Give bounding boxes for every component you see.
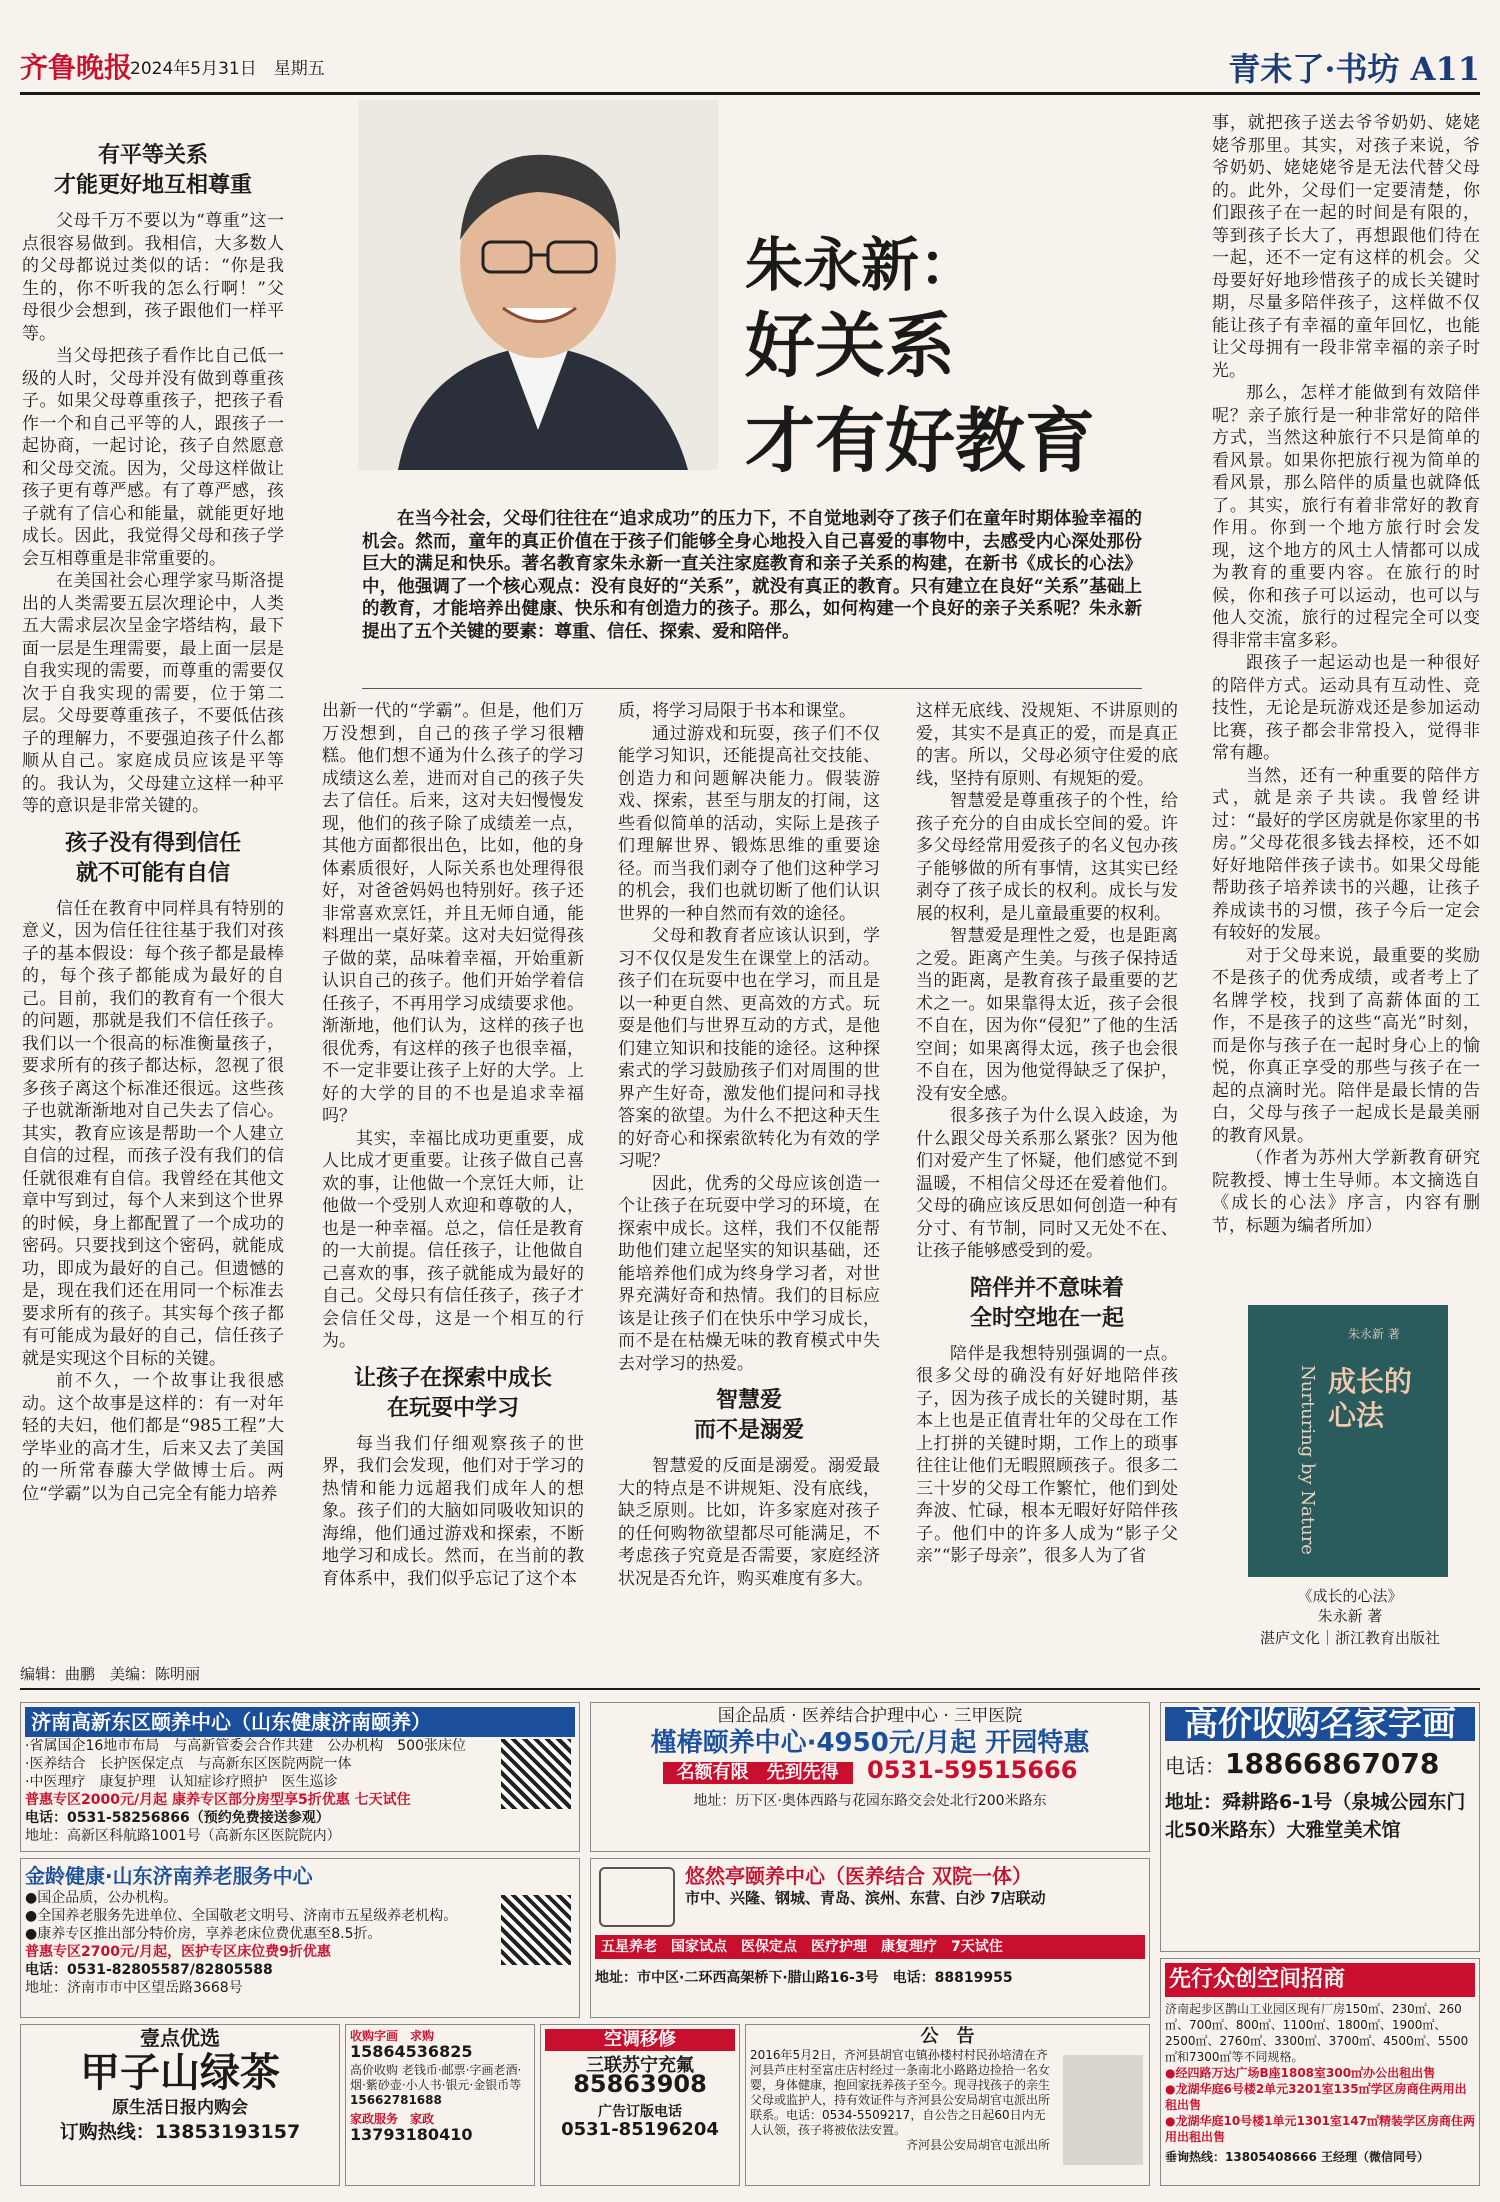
article-column-3 [618, 700, 880, 1650]
paragraph: 父母和教育者应该认识到，学习不仅仅是发生在课堂上的活动。孩子们在玩耍中也在学习，而且是以一种更自然、更高效的方式。玩耍是他们与世界互动的方式，是他们建立知识和技能的途径。这种探索式的学习鼓励孩子们对周围的世界产生好奇，激发他们提问和寻找答案的欲望。为什么不把这种天生的好奇心和探索欲转化为有效的学习呢？ [618, 926, 880, 1171]
ad-logo-icon [599, 1867, 675, 1927]
ad-title: 先行众创空间招商 [1165, 1963, 1475, 1997]
subhead-companionship: 陪伴并不意味着 全时空地在一起 [969, 1274, 1124, 1331]
ad-address: 地址：高新区科航路1001号（高新东区医院院内） [25, 1828, 341, 1844]
book-cover-title: 成长的心法 [1328, 1365, 1413, 1432]
qr-code-icon [501, 1739, 571, 1809]
ad-line: ●经四路万达广场B座1808室300㎡办公出租出售 [1165, 2066, 1436, 2080]
ad-title: 悠然亭颐养中心（医养结合 双院一体） [685, 1864, 1032, 1888]
article-title-line3: 才有好教育 [745, 400, 1095, 482]
ad-phone: 电话：0531-58256866（预约免费接送参观） [25, 1810, 330, 1826]
ad-line: 高价收购 老钱币·邮票·字画老酒·烟·紫砂壶·小人书·银元·金银币等 [350, 2063, 522, 2092]
book-caption-author: 朱永新 著 [1317, 1607, 1383, 1625]
ad-line: 家政服务 家政 [350, 2112, 435, 2126]
paragraph: 当然，还有一种重要的陪伴方式，就是亲子共读。我曾经讲过：“最好的学区房就是你家里的书房。”父母花很多钱去择校，还不如好好地陪伴孩子读书。如果父母能帮助孩子培养读书的兴趣，让孩子养成读书的习惯，孩子今后一定会有较好的发展。 [1212, 765, 1480, 943]
paragraph: 在美国社会心理学家马斯洛提出的人类需要五层次理论中，人类五大需求层次呈金字塔结构，最下面一层是生理需要，最上面一层是自我实现的需要，而尊重的需要仅次于自我实现的需要，位于第二层。父母要尊重孩子，不要低估孩子的理解力，不要强迫孩子什么都顺从自己。家庭成员应该是平等的。我认为，父母建立这样一种平等的意识是非常关键的。 [22, 571, 284, 816]
author-note: （作者为苏州大学新教育研究院教授、博士生导师。本文摘选自《成长的心法》序言，内容有删节，标题为编者所加） [1212, 1148, 1480, 1236]
book-caption-title: 《成长的心法》 [1297, 1587, 1403, 1605]
ad-classifieds[interactable] [345, 2024, 535, 2186]
paragraph: 出新一代的“学霸”。但是，他们万万没想到，自己的孩子学习很糟糕。他们想不通为什么孩子的学习成绩这么差，进而对自己的孩子失去了信任。后来，这对夫妇慢慢发现，他们的孩子除了成绩差一点，其他方面都很出色，比如，他的身体素质很好，人际关系也处理得很好，对爸爸妈妈也特别好。孩子还非常喜欢烹饪，并且无师自通，能料理出一桌好菜。这对夫妇觉得孩子做的菜，品味着幸福，开始重新认识自己的孩子。他们开始学着信任孩子，不再用学习成绩要求他。渐渐地，他们认为，这样的孩子也很优秀，有这样的孩子也很幸福，不一定非要让孩子上好的大学。上好的大学的目的不也是追求幸福吗？ [322, 701, 584, 1126]
ad-cities: 市中、兴隆、钢城、青岛、滨州、东营、白沙 7店联动 [685, 1889, 1046, 1907]
ad-address: 地址：历下区·奥体西路与花园东路交会处北行200米路东 [693, 1793, 1047, 1809]
article-column-1 [22, 130, 284, 1650]
page-header [20, 40, 1480, 95]
ad-slogan: 名额有限 先到先得 [663, 1762, 853, 1784]
ad-title: 甲子山绿茶 [80, 2050, 280, 2096]
ad-top-line: 国企品质 · 医养结合护理中心 · 三甲医院 [717, 1706, 1023, 1726]
ad-title: 济南高新东区颐养中心（山东健康济南颐养） [25, 1707, 575, 1737]
ad-xianxing-space[interactable] [1160, 1958, 1480, 2186]
ad-line: 收购字画 求购 [350, 2029, 435, 2043]
paragraph: 很多孩子为什么误入歧途，为什么跟父母关系那么紧张？因为他们对爱产生了怀疑，他们感觉不到温暖，不相信父母还在爱着他们。父母的确应该反思如何创造一种有分寸、有节制，同时又无处不在、让孩子能够感受到的爱。 [916, 1106, 1178, 1261]
ad-jiazishan-tea[interactable] [20, 2024, 340, 2186]
divider [362, 688, 1142, 689]
ad-title: 槿椿颐养中心·4950元/月起 开园特惠 [650, 1728, 1090, 1758]
ad-sub: 原生活日报内购会 [112, 2098, 248, 2118]
book-cover-author: 朱永新 著 [1348, 1327, 1400, 1341]
ad-phone: 0531-85196204 [561, 2119, 719, 2140]
author-portrait-icon [358, 100, 718, 470]
ad-subtitle: 广告订版电话 [598, 2104, 682, 2120]
article-lead: 在当今社会，父母们往往在“追求成功”的压力下，不自觉地剥夺了孩子们在童年时期体验幸福的机会。然而，童年的真正价值在于孩子们能够全身心地投入自己喜爱的事物中，去感受内心深处那份巨大的满足和快乐。著名教育家朱永新一直关注家庭教育和亲子关系的构建，在新书《成长的心法》中，他强调了一个核心观点：没有良好的“关系”，就没有真正的教育。只有建立在良好“关系”基础上的教育，才能培养出健康、快乐和有创造力的孩子。那么，如何构建一个良好的亲子关系呢？朱永新提出了五个关键的要素：尊重、信任、探索、爱和陪伴。 [362, 509, 1142, 642]
paragraph: 质，将学习局限于书本和课堂。 [618, 701, 856, 721]
paragraph: 每当我们仔细观察孩子的世界，我们会发现，他们对于学习的热情和能力远超我们成年人的想象。孩子们的大脑如同吸收知识的海绵，他们通过游戏和探索，不断地学习和成长。然而，在当前的教育体系中，我们似乎忘记了这个本 [322, 1433, 584, 1589]
paragraph: 信任在教育中同样具有特别的意义，因为信任往往基于我们对孩子的基本假设：每个孩子都是最棒的，每个孩子都能成为最好的自己。目前，我们的教育有一个很大的问题，那就是我们不信任孩子。我们以一个很高的标准衡量孩子，要求所有的孩子都达标，忽视了很多孩子离这个标准还很远。这些孩子也就渐渐地对自己失去了信心。其实，教育应该是帮助一个人建立自信的过程，而孩子没有我们的信任就很难有自信。我曾经在其他文章中写到过，每个人来到这个世界的时候，身上都配置了一个成功的密码。只要找到这个密码，就能成功，即成为最好的自己。但遗憾的是，现在我们还在用同一个标准去要求所有的孩子。其实每个孩子都有可能成为最好的自己，信任孩子就是实现这个目标的关键。 [22, 898, 284, 1369]
paragraph: 跟孩子一起运动也是一种很好的陪伴方式。运动具有互动性、竞技性，无论是玩游戏还是参加运动比赛，孩子都会非常投入，觉得非常有趣。 [1212, 653, 1480, 763]
paragraph: 智慧爱的反面是溺爱。溺爱最大的特点是不讲规矩、没有底线，缺乏原则。比如，许多家庭对孩子的任何购物欲望都尽可能满足，不考虑孩子究竟是否需要，家庭经济状况是否允许，购买难度有多大。 [618, 1456, 880, 1589]
paragraph: 智慧爱是理性之爱，也是距离之爱。距离产生美。与孩子保持适当的距离，是教育孩子最重要的艺术之一。如果靠得太近，孩子会很不自在，因为你“侵犯”了他的生活空间；如果离得太远，孩子也会很不自在，因为他觉得缺乏了保护，没有安全感。 [916, 926, 1178, 1104]
paragraph: 因此，优秀的父母应该创造一个让孩子在玩耍中学习的环境，在探索中成长。这样，我们不仅能帮助他们建立起坚实的知识基础，还能培养他们成为终身学习者，对世界充满好奇和热情。我们的目标应该是让孩子们在快乐中学习成长，而不是在枯燥无味的教育模式中失去对学习的热爱。 [618, 1173, 880, 1374]
paragraph: 事，就把孩子送去爷爷奶奶、姥姥姥爷那里。其实，对孩子来说，爷爷奶奶、姥姥姥爷是无法代替父母的。此外，父母们一定要清楚，你们跟孩子在一起的时间是有限的，等到孩子长大了，再想跟他们待在一起，还不一定有这样的机会。父母要好好地珍惜孩子的成长关键时期，尽量多陪伴孩子，这样做不仅能让孩子有幸福的童年回忆，也能让父母拥有一段非常幸福的亲子时光。 [1212, 113, 1480, 381]
ad-phone: 0531-59515666 [867, 1756, 1078, 1784]
ad-address: 地址：舜耕路6-1号（泉城公园东门北50米路东）大雅堂美术馆 [1165, 1791, 1466, 1841]
ad-line: 普惠专区2700元/月起，医护专区床位费9折优惠 [25, 1944, 331, 1960]
ad-title: 高价收购名家字画 [1165, 1707, 1475, 1741]
ad-title: 空调移修 [545, 2029, 735, 2051]
ad-phone-label: 电话： [1165, 1754, 1225, 1778]
editor-credit: 编辑：曲鹏 美编：陈明丽 [20, 1665, 201, 1683]
paragraph: 那么，怎样才能做到有效陪伴呢？亲子旅行是一种非常好的陪伴方式，当然这种旅行不只是简单的看风景。如果你把旅行视为简单的看风景，那么陪伴的质量也就降低了。其实，旅行有着非常好的教育作用。你到一个地方旅行时会发现，这个地方的风土人情都可以成为教育的重要内容。在旅行的时候，你和孩子可以运动，也可以与他人交流，旅行的过程完全可以变得非常丰富多彩。 [1212, 383, 1480, 651]
ad-title: 公 告 [920, 2026, 975, 2047]
advertisement-area [20, 1688, 1480, 2188]
article-column-2 [322, 700, 584, 1650]
article-title-name: 朱永新： [745, 231, 978, 299]
paragraph: 当父母把孩子看作比自己低一级的人时，父母并没有做到尊重孩子。如果父母尊重孩子，把孩子看作一个和自己平等的人，跟孩子一起协商，一起讨论，孩子自然愿意和父母交流。因为，父母这样做让孩子更有尊严感。有了尊严感，孩子就有了信心和能量，就能更好地成长。因此，我觉得父母和孩子学会互相尊重是非常重要的。 [22, 346, 284, 569]
paragraph: 智慧爱是尊重孩子的个性，给孩子充分的自由成长空间的爱。许多父母经常用爱孩子的名义包办孩子能够做的所有事情，这其实已经剥夺了孩子成长的权利。成长与发展的权利，是儿童最重要的权利。 [916, 791, 1178, 924]
article-column-4 [916, 700, 1178, 1650]
paragraph: 这样无底线、没规矩、不讲原则的爱，其实不是真正的爱，而是真正的害。所以，父母必须守住爱的底线，坚持有原则、有规矩的爱。 [916, 701, 1178, 789]
ad-gaoxin-care-center[interactable] [20, 1702, 580, 1852]
qr-code-icon [501, 1895, 571, 1965]
ad-phone: 订购热线：13853193157 [59, 2121, 301, 2143]
subhead-trust: 孩子没有得到信任 就不可能有自信 [64, 829, 241, 886]
ad-phone-row [1165, 1747, 1475, 1780]
book-cover-english: Nurturing by Nature [1297, 1365, 1318, 1555]
section-title: 青未了·书坊 A11 [1228, 50, 1480, 88]
ad-line: ·省属国企16地市布局 与高新管委会合作共建 公办机构 500张床位 [25, 1738, 466, 1754]
ad-phone: 15864536825 [350, 2042, 473, 2061]
paragraph: 对于父母来说，最重要的奖励不是孩子的优秀成绩，或者考上了名牌学校，找到了高薪体面的工作，不是孩子的这些“高光”时刻，而是你与孩子在一起时身心上的愉悦，你真正享受的那些与孩子在一起的点滴时光。陪伴是最长情的告白，父母与孩子一起成长是最美丽的教育风景。 [1212, 945, 1480, 1146]
ad-line: ●龙湖华庭10号楼1单元1301室147㎡精装学区房商住两用出租出售 [1165, 2114, 1475, 2144]
child-photo-icon [1063, 2055, 1143, 2165]
notice-body: 2016年5月2日，齐河县胡官屯镇孙楼村村民孙培清在齐河县芦庄村至富庄店村经过一条南北小路路边捡拾一名女婴，身体健康，抱回家抚养孩子至今。现寻找孩子的亲生父母或监护人，持有效证件与齐河县公安局胡官屯派出所联系。电话：0534-5509217，自公告之日起60日内无人认领，孩子将被依法安置。 [750, 2048, 1051, 2137]
paragraph: 前不久，一个故事让我很感动。这个故事是这样的：有一对年轻的夫妇，他们都是“985工程”大学毕业的高才生，后来又去了美国的一所常春藤大学做博士后。两位“学霸”以为自己完全有能力培养 [22, 1371, 284, 1504]
paragraph: 陪伴是我想特别强调的一点。很多父母的确没有好好地陪伴孩子，因为孩子成长的关键时期，基本上也是正值青壮年的父母在工作上打拼的关键时期，工作上的琐事往往让他们无暇照顾孩子。很多二三十岁的父母工作繁忙，他们到处奔波、忙碌，根本无暇好好陪伴孩子。他们中的许多人成为“影子父亲”“影子母亲”，很多人为了省 [916, 1343, 1178, 1566]
ad-tags: 五星养老 国家试点 医保定点 医疗护理 康复理疗 7天试住 [595, 1935, 1145, 1959]
ad-title: 金龄健康·山东济南养老服务中心 [25, 1864, 313, 1888]
ad-phone: 电话：0531-82805587/82805588 [25, 1962, 273, 1978]
paragraph: 其实，幸福比成功更重要，成人比成才更重要。让孩子做自己喜欢的事，让他做一个烹饪大师，让他做一个受别人欢迎和尊敬的人，也是一种幸福。总之，信任是教育的一大前提。信任孩子，让他做自己喜欢的事，孩子就能成为最好的自己。父母只有信任孩子，孩子才会信任父母，这是一个相互的行为。 [322, 1128, 584, 1351]
subhead-wise-love: 智慧爱 而不是溺爱 [693, 1387, 804, 1443]
ad-calligraphy-buying[interactable] [1160, 1702, 1480, 1952]
ad-address: 地址：市中区·二环西高架桥下·腊山路16-3号 电话：88819955 [595, 1970, 1013, 1986]
ad-phone: 85863908 [573, 2070, 707, 2098]
notice-signature: 齐河县公安局胡官屯派出所 [905, 2138, 1050, 2152]
ad-line: ·医养结合 长护医保定点 与高新东区医院两院一体 [25, 1756, 352, 1772]
ad-line: ●龙湖华庭6号楼2单元3201室135㎡学区房商住两用出租出售 [1165, 2082, 1467, 2112]
ad-phone: 13793180410 [350, 2125, 473, 2144]
issue-date: 2024年5月31日 星期五 [130, 59, 325, 79]
ad-line: 普惠专区2000元/月起 康养专区部分房型享5折优惠 七天试住 [25, 1792, 411, 1808]
ad-youranting-care-center[interactable] [590, 1858, 1150, 2018]
ad-public-notice[interactable] [745, 2024, 1150, 2186]
ad-address: 地址：济南市市中区望岳路3668号 [25, 1980, 243, 1996]
book-cover [1248, 1305, 1448, 1577]
newspaper-logo: 齐鲁晚报 [20, 51, 133, 84]
ad-line: ●全国养老服务先进单位、全国敬老文明号、济南市五星级养老机构。 [25, 1908, 458, 1924]
ad-phone: 18866867078 [1225, 1747, 1440, 1780]
ad-phone: 15662781688 [350, 2093, 442, 2107]
article-title-line2: 好关系 [745, 305, 955, 387]
article-column-5 [1212, 112, 1480, 1292]
ad-line: 济南起步区鹊山工业园区现有厂房150㎡、230㎡、260㎡、700㎡、800㎡、1100㎡、1800㎡、1900㎡、2500㎡、2760㎡、3300㎡、3700㎡、4500㎡、5500㎡和7300㎡等不同规格。 [1165, 2002, 1469, 2064]
book-caption-publisher: 湛庐文化｜浙江教育出版社 [1259, 1629, 1440, 1647]
ad-line: ●国企品质，公办机构。 [25, 1890, 178, 1906]
author-photo [358, 100, 718, 470]
paragraph: 父母千万不要以为“尊重”这一点很容易做到。我相信，大多数人的父母都说过类似的话：“你是我生的，你不听我的怎么行啊！”父母很少会想到，孩子跟他们一样平等。 [22, 211, 284, 344]
paragraph: 通过游戏和玩耍，孩子们不仅能学习知识，还能提高社交技能、创造力和问题解决能力。假装游戏、探索，甚至与朋友的打闹，这些看似简单的活动，实际上是孩子们理解世界、锻炼思维的重要途径。而当我们剥夺了他们这种学习的机会，我们也就切断了他们认识世界的一种自然而有效的途径。 [618, 723, 880, 924]
ad-line: ·中医理疗 康复护理 认知症诊疗照护 医生巡诊 [25, 1774, 338, 1790]
ad-jinchun-care-center[interactable] [590, 1702, 1150, 1852]
ad-aircon-repair[interactable] [540, 2024, 740, 2186]
ad-phone: 垂询热线：13805408666 王经理（微信同号） [1165, 2150, 1430, 2164]
ad-top-line: 壹点优选 [140, 2026, 220, 2050]
ad-line: ●康养专区推出部分特价房，享养老床位费优惠至8.5折。 [25, 1926, 382, 1942]
subhead-explore: 让孩子在探索中成长 在玩耍中学习 [353, 1364, 552, 1421]
subhead-respect: 有平等关系 才能更好地互相尊重 [53, 142, 252, 198]
ad-name: 三联苏宁充氟 [586, 2055, 694, 2076]
ad-jinan-elderly-service[interactable] [20, 1858, 580, 2018]
